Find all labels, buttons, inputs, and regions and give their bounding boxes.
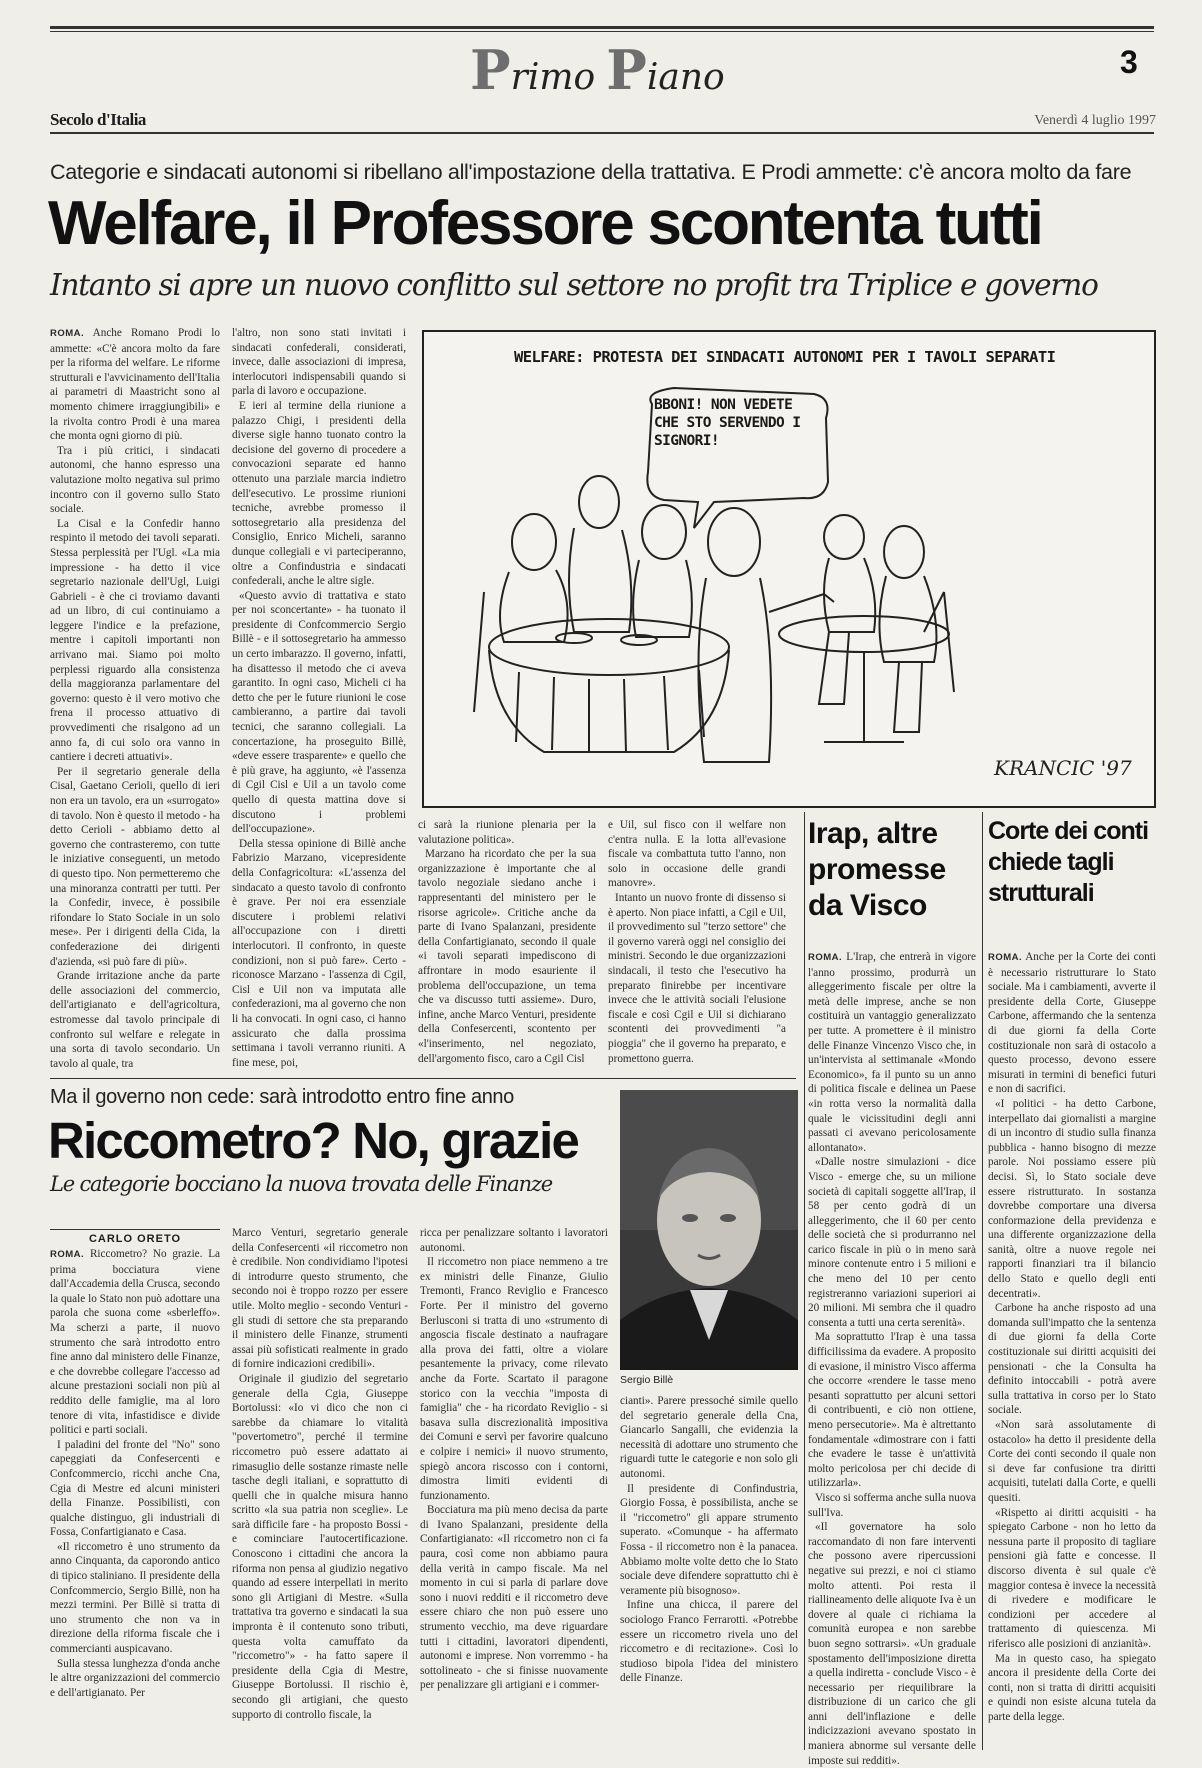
paragraph: La Cisal e la Confedir hanno respinto il metodo dei tavoli separati. Stessa perplessità per l'Ugl. «La mia impressione - ha detto il vice segretario nazionale dell'Ugl, Luigi Gabrieli - è che ci troviamo davanti ad un libro, di cui continuiamo a leggere l'indice e la prefazione, mentre i capitoli importanti non arrivano mai. Siamo poi molto perplessi riguardo alla consistenza della maggioranza parlamentare del governo: questo è il vero motivo che frena il processo attuativo di provvedimenti che risalgono ad un anno fa, di cui solo ora vanno in cantiere i decreti attuativi». [50, 517, 220, 764]
section-rule [50, 1078, 796, 1079]
column-rule [804, 812, 805, 1750]
riccometro-subheadline: Le categorie bocciano la nuova trovata delle Finanze [50, 1172, 552, 1196]
paragraph: Marco Venturi, segretario generale della Confesercenti «il riccometro non è credibile. Non condividiamo l'ipotesi di introdurre questo strumento, che secondo noi è troppo rozzo per essere utile. Molto meglio - secondo Venturi - gli studi di settore che sta preparando il ministero delle Finanze, strumenti assai più sofisticati realmente in grado di fornire indicazioni credibili». [232, 1227, 408, 1371]
paragraph: Sulla stessa lunghezza d'onda anche le altre organizzazioni del commercio e dell'artigianato. Per [50, 1657, 220, 1699]
paragraph: E ieri al termine della riunione a palazzo Chigi, i presidenti della diverse sigle hanno tuonato contro la decisione del governo di procedere a convocazioni separate ed hanno ottenuto una parziale marcia indietro dell'esecutivo. Le prossime riunioni tecniche, avrebbe promesso il sottosegretario alla presidenza del Consiglio, Enrico Micheli, saranno dunque collegiali e vi parteciperanno, oltre a Confindustria e sindacati confederali, anche le altre sigle. [232, 399, 406, 588]
column-rule [982, 812, 983, 1750]
paragraph: Ma soprattutto l'Irap è una tassa difficilissima da evadere. A proposito di evasione, il ministro Visco afferma che occorre «rendere le tasse meno pesanti soprattutto per alcuni settori di contribuenti, e ciò non ottiene, meno persecutorie». Ma è altrettanto fondamentale «dimostrare con i fatti che evadere le tasse è un'attività molto pericolosa per chi decide di utilizzarla». [808, 1331, 976, 1490]
paragraph: Marzano ha ricordato che per la sua organizzazione è importante che al tavolo negoziale siedano anche i rappresentanti del ministero per le risorse agricole». Critiche anche da parte di Ivano Spalanzani, presidente della Confartigianato, secondo il quale «i tavoli separati impediscono di affrontare in modo esauriente il problema dell'occupazione, un tema che va discusso tutti assieme». Duro, infine, anche Marco Venturi, presidente della Confesercenti, scontento per «l'inserimento, nel negoziato, dell'argomento fisco, caro a Cgil Cisl [418, 848, 596, 1065]
dateline: ROMA. [50, 328, 85, 339]
section-title-cap: P [470, 38, 511, 102]
speech-line: SIGNORI! [654, 433, 720, 449]
speech-line: CHE STO SERVENDO I [654, 415, 801, 431]
lead-column-4 [608, 818, 786, 1096]
cartoon-frame [422, 330, 1156, 808]
paragraph: Infine una chicca, il parere del sociologo Franco Ferrarotti. «Potrebbe essere un riccometro rivela uno del riccometro e di recitazione». Così lo studioso bipola l'idea del ministero delle Finanze. [620, 1599, 798, 1685]
masthead-rule [50, 132, 1154, 134]
cartoon-caption: WELFARE: PROTESTA DEI SINDACATI AUTONOMI PER I TAVOLI SEPARATI [514, 348, 1056, 366]
lead-kicker: Categorie e sindacati autonomi si ribellano all'impostazione della trattativa. E Prodi ammette: c'è ancora molto da fare [50, 160, 1132, 184]
headline-line: chiede tagli [988, 848, 1114, 876]
paragraph: «Non sarà assolutamente di ostacolo» ha detto il presidente della Corte dei conti secondo il quale non si deve far confusione tra diritti acquisiti, tutelati dalla Corte, e quelli quesiti. [988, 1419, 1156, 1504]
paragraph: «Il governatore ha solo raccomandato di non fare interventi che possono avere ripercussioni negative sui prezzi, e noi ci stiamo molto attenti. Poi resta il riallineamento delle aliquote Iva è un dovere al quale ci richiama la comunità europea e non sarebbe buon segno sottrarsi». «Un graduale spostamento dell'imposizione diretta a quella indiretta - conclude Visco - è necessario per riequilibrare la distribuzione di un carico che gli anni dell'inflazione e delle indicizzazioni avevano spostato in maniera abnorme sul versante delle imposte sui redditi». [808, 1521, 976, 1767]
corte-headline [988, 816, 1158, 909]
paragraph: «Il riccometro è uno strumento da anno Cinquanta, da caporondo antico di tipico staliniano. Il presidente della Confcommercio, Sergio Billè, non ha mezzi termini. Per Billè si tratta di uno strumento che non va in direzione della riforma fiscale che i commercianti auspicavano. [50, 1540, 220, 1656]
paragraph: Bocciatura ma più meno decisa da parte di Ivano Spalanzani, presidente della Confartigianato: «Il riccometro non ci fa paura, così come non abbiamo paura della verità in campo fiscale. Ma nel momento in cui si parla di parlare dove sono i nuovi redditi e il riccometro deve essere chiaro che non può essere uno strumento vecchio, ma deve riguardare tutti i cittadini, lavoratori dipendenti, autonomi e imprese. Non vorremmo - ha sottolineato - che si finisse nuovamente per penalizzare gli artigiani e i commer- [420, 1504, 608, 1692]
paragraph: «Dalle nostre simulazioni - dice Visco - emerge che, su un milione società di capitali soggette all'Irap, il 58 per cento godrà di un alleggerimento, che il 60 per cento delle società che si produrranno nel carico fiscale in più o in meno sarà minore contenute entro i 5 milioni e che meno del 10 per cento registreranno variazioni superiori ai 20 milioni. Mi sembra che il quadro consenta a tutti una certa serenità». [808, 1156, 976, 1329]
paragraph: Il riccometro non piace nemmeno a tre ex ministri delle Finanze, Giulio Tremonti, Franco Reviglio e Francesco Forte. Per il ministro del governo Berlusconi si tratta di uno «strumento di angoscia fiscale destinato a naufragare alla prova dei fatti, oltre a violare pesantemente la privacy, come rilevato anche da Forte. Scartato il paragone storico con la vecchia "imposta di famiglia" che - ha ricordato Reviglio - si basava sulla discrezionalità impositiva dei Comuni e servì per favorire qualcuno e colpire i nemici» il nuovo strumento, spiegò ancora riscosso con i contorni, dimostra limiti evidenti di funzionamento. [420, 1256, 608, 1502]
headline-line: Irap, altre [808, 817, 938, 850]
lead-column-3 [418, 818, 596, 1096]
dateline: ROMA. [808, 952, 843, 963]
lead-subheadline: Intanto si apre un nuovo conflitto sul settore no profit tra Triplice e governo [50, 268, 1098, 302]
lead-headline: Welfare, il Professore scontenta tutti [48, 189, 1042, 258]
issue-date: Venerdì 4 luglio 1997 [1034, 113, 1156, 128]
paragraph: Originale il giudizio del segretario generale della Cgia, Giuseppe Bortolussi: «Io vi dico che non ci sarebbe da chiamare lo vitalità "povertometro", perché il termine riccometro può essere adattato ai rimasuglio delle sostanze rimaste nelle tasche degli italiani, e soprattutto di quelli che in qualche misura hanno scritto «la sua patria non sceglie». Le sarà difficile fare - ha proposto Bossi - e cominciare l'autocertificazione. Conoscono i cittadini che ancora la riforma non pensa al giudizio negativo quando ad essere interpellati in merito sono gli Artigiani di Mestre. «Sulla trattativa tra governo e sindacati la sua impronta è il contenuto sono tributi, questa volta camuffato da "riccometro"» - ha fatto sapere il presidente della Cgia di Mestre, Giuseppe Bortolussi. Il rischio è, secondo gli artigiani, che questo supporto di controllo fiscale, la [232, 1372, 408, 1721]
speech-bubble-text [654, 396, 829, 450]
paragraph: l'altro, non sono stati invitati i sindacati confederali, considerati, invece, dalle associazioni di impresa, interlocutori indispensabili quando si parla di lavoro e occupazione. [232, 327, 406, 398]
newspaper-name: Secolo d'Italia [50, 110, 146, 129]
paragraph: Intanto un nuovo fronte di dissenso si è aperto. Non piace infatti, a Cgil e Uil, il provvedimento sul "terzo settore" che il governo varerà oggi nel consiglio dei ministri. Secondo le due organizzazioni sindacali, il testo che l'esecutivo ha preparato finirebbe per incentivare invece che le attività sociali l'elusione fiscale e così Cgil e Uil si dichiarano scontenti dei provvedimenti "a pioggia" che il governo ha preparato, e promettono guerra. [608, 891, 786, 1065]
lead-column-2 [232, 326, 406, 1096]
paragraph: «Rispetto ai diritti acquisiti - ha spiegato Carbone - non ho letto da nessuna parte il proposito di tagliare pensioni già fatte e concesse. Il discorso diventa è sul quale c'è maggior contesa è invece la necessità di rivedere e modificare le condizioni per accedere al trattamento di quiescenza. Mi riferisco alle posizioni di anzianità». [988, 1506, 1156, 1650]
portrait-photo [620, 1090, 798, 1370]
section-title-word: rimo [510, 57, 596, 98]
paragraph: Carbone ha anche risposto ad una domanda sull'impatto che la sentenza di due giorni fa della Corte costituzionale sui diritti acquisiti dei pensionati - che la Consulta ha definito intoccabili - potrà avere sulla trattativa in corso per lo Stato sociale. [988, 1302, 1156, 1417]
paragraph: Riccometro? No grazie. La prima bocciatura viene dall'Accademia della Crusca, secondo la quale lo Stato non può adottare una parola che suona come «sberleffo». Ma scherzi a parte, il nuovo strumento che sarà introdotto entro fine anno dal ministero delle Finanze, e che dovrebbe collegare l'accesso ad alcune prestazioni sociali non più al reddito delle famiglie, ma al loro tenore di vita, infastidisce e divide politici e parti sociali. [50, 1248, 221, 1437]
irap-headline [808, 816, 980, 924]
paragraph: Per il segretario generale della Cisal, Gaetano Cerioli, quello di ieri non era un tavolo, era un «surrogato» di tavolo. Non è questo il metodo - ha detto Cerioli - abbiamo detto al governo che contrasteremo, con tutte le iniziative conseguenti, un metodo di questo tipo. Non permetteremo che una minoranza contratti per tutti. Per la Confedir, invece, è possibile rifondare lo Stato Sociale in un solo mese». Per i dirigenti della Cida, la confederazione dei dirigenti d'azienda, «si può fare di più». [50, 765, 220, 968]
paragraph: «Questo avvio di trattativa e stato per noi sconcertante» - ha tuonato il presidente di Confcommercio Sergio Billè - e il sottosegretario ha ammesso un certo imbarazzo. Il governo, infatti, ha disattesso il metodo che ci aveva garantito. In ogni caso, Micheli ci ha detto che per le future riunioni le cose cambieranno, a partire dai tavoli tecnici, che saranno collegiali. La concertazione, ha proseguito Billè, «deve essere trasparente» e quello che è più grave, ha aggiunto, «è l'assenza di Cgil Cisl e Uil a un tavolo come quello di questa mattina dove si discutono i problemi dell'occupazione». [232, 589, 406, 836]
paragraph: ricca per penalizzare soltanto i lavoratori autonomi. [420, 1227, 608, 1254]
paragraph: I paladini del fronte del "No" sono capeggiati da Confesercenti e Confcommercio, ricchi anche Cna, Cgia di Mestre ed alcuni ministeri della Finanze. Possibilisti, con qualche distinguo, gli industriali di Fossa, Confartigianato e Casa. [50, 1438, 220, 1539]
dateline: ROMA. [988, 952, 1023, 963]
lead-column-1 [50, 326, 220, 1096]
photo-caption: Sergio Billè [620, 1374, 674, 1386]
irap-text [808, 950, 976, 1767]
corte-text [988, 950, 1156, 1748]
page-number: 3 [1120, 44, 1138, 80]
headline-line: strutturali [988, 879, 1094, 907]
byline: CARLO ORETO [50, 1229, 220, 1245]
top-rule [50, 26, 1154, 29]
paragraph: Della stessa opinione di Billè anche Fabrizio Marzano, vicepresidente della Confagricoltura: «L'assenza del sindacato a questo tavolo di confronto è grave. Per noi era essenziale discutere i problemi relativi all'occupazione con i diretti interlocutori. Il confronto, in queste condizioni, non si può fare». Certo - riconosce Marzano - l'assenza di Cgil, Cisl e Uil non va imputata alle confederazioni, ma al governo che non li ha convocati. In ogni caso, ci hanno assicurato che dalla prossima settimana i tavoli verranno riuniti. A fine mese, poi, [232, 837, 406, 1069]
dateline: ROMA. [50, 1249, 85, 1260]
paragraph: Tra i più critici, i sindacati autonomi, che hanno espresso una valutazione molto negativa sul primo incontro con il governo sullo Stato sociale. [50, 444, 220, 516]
riccometro-headline: Riccometro? No, grazie [48, 1112, 579, 1169]
paragraph: Ma in questo caso, ha spiegato ancora il presidente della Corte dei conti, non si tratta di diritti acquisiti e quindi non esiste alcuna tutela da parte della legge. [988, 1652, 1156, 1723]
paragraph: Anche Romano Prodi lo ammette: «C'è ancora molto da fare per la riforma del welfare. Le riforme strutturali e l'avvicinamento dell'Italia ai parametri di Maastricht sono al momento chimere irraggiungibili» e la rivolta contro Prodi è una marea che monta ogni giorno di più. [50, 327, 220, 443]
paragraph: Visco si sofferma anche sulla nuova sull'Iva. [808, 1491, 976, 1519]
paragraph: Il presidente di Confindustria, Giorgio Fossa, è possibilista, anche se il "riccometro" gli appare strumento superato. «Comunque - ha affermato Fossa - il riccometro non è la panacea. Abbiamo molte volte detto che lo Stato sociale deve difendere soprattutto chi è veramente più bisognoso». [620, 1482, 798, 1597]
riccometro-column-2 [232, 1226, 408, 1747]
headline-line: Corte dei conti [988, 817, 1149, 845]
paragraph: Anche per la Corte dei conti è necessario ristrutturare lo Stato sociale. Ma i cambiamenti, avverte il presidente della Corte, Giuseppe Carbone, affermando che la sentenza di due giorni fa della Corte costituzionale non sarà di ostacolo a questo processo, devono essere misurati in termini di benefici futuri e non di sacrifici. [988, 951, 1156, 1096]
section-title-word: iano [646, 57, 725, 98]
top-rule-thin [50, 31, 1154, 32]
speech-line: BBONI! NON VEDETE [654, 397, 793, 413]
paragraph: «I politici - ha detto Carbone, interpellato dai giornalisti a margine di un incontro di studio sulla finanza pubblica - hanno bisogno di mezze parole. Noi possiamo essere più decisi. Sì, lo Stato sociale deve essere ristrutturato. In sostanza dovrebbe comportare una diversa conformazione della previdenza e una differente organizzazione della sanità, oltre a nuove regole nei rapporti finanziari tra il bilancio dello Stato e quello degli enti decentrati». [988, 1097, 1156, 1300]
section-title-cap: P [606, 38, 647, 102]
headline-line: da Visco [808, 889, 927, 922]
paragraph: Grande irritazione anche da parte delle associazioni del commercio, dell'artigianato e dell'agricoltura, estromesse dal tavolo principale di confronto sul welfare e relegate in una sorta di tavolo secondario. Un tavolo al quale, tra [50, 970, 220, 1070]
paragraph: ci sarà la riunione plenaria per la valutazione politica». [418, 819, 596, 846]
headline-line: promesse [808, 853, 946, 886]
section-title [470, 38, 750, 100]
cartoon-signature: KRANCIC '97 [994, 756, 1132, 780]
riccometro-column-4 [620, 1394, 798, 1747]
paragraph: cianti». Parere pressoché simile quello del segretario generale della Cna, Giancarlo Sangalli, che evidenzia la necessità di adottare uno strumento che riguardi tutte le categorie e non solo gli autonomi. [620, 1395, 798, 1480]
paragraph: e Uil, sul fisco con il welfare non c'entra nulla. E la lotta all'evasione fiscale va combattuta tutto l'anno, non solo in occasione delle grandi manovre». [608, 819, 786, 890]
portrait-image [620, 1090, 798, 1370]
riccometro-column-3 [420, 1226, 608, 1747]
riccometro-kicker: Ma il governo non cede: sarà introdotto entro fine anno [50, 1086, 514, 1108]
paragraph: L'Irap, che entrerà in vigore l'anno prossimo, produrrà un alleggerimento fiscale per oltre la metà delle imprese, anche se non costituirà un vantaggio generalizzato per tutte. A promettere è il ministro delle Finanze Vincenzo Visco che, in un'intervista al settimanale «Mondo Economico», fa il punto su un anno di politica fiscale e delinea un Paese «in rotta verso la normalità dalla quale le vicissitudini degli anni passati ci avevano pericolosamente allontanato». [808, 951, 976, 1154]
riccometro-column-1 [50, 1247, 220, 1747]
